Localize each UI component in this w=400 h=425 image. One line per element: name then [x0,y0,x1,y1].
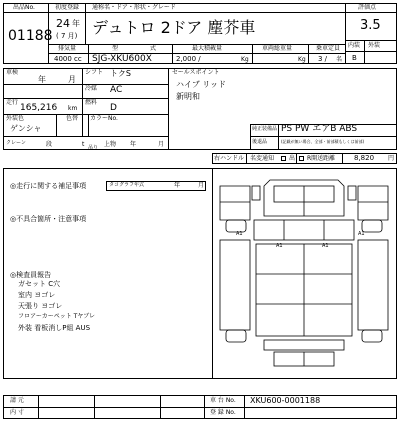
ext-color-value: ゲンシャ [10,124,42,133]
max-load-label: 最大積載量 [192,45,223,52]
first-reg-month: ( 7 月) [56,32,78,40]
header-col-5 [172,44,173,64]
gross-weight-unit: Kg [298,56,306,63]
sales-line-2: 新明和 [176,92,200,101]
mileage-label: 走行 [6,99,19,106]
header-line-1 [3,12,397,13]
car-name: デュトロ 2ドア 塵芥車 [92,18,256,37]
inspection-year: 年 [38,75,46,84]
footer-col-4 [204,395,205,419]
mirror-left [252,186,260,200]
grade-line-1 [345,40,397,41]
header-col-4 [88,44,89,64]
defects-title: ◎不具合箇所・注意事項 [10,215,87,223]
tacho-month: 月 [198,182,205,189]
model-code: SJG-XKU600X [92,54,152,64]
shift-label: シフト [85,69,104,76]
rear-wheel-left [226,330,246,342]
upholstery-month: 月 [158,141,165,148]
capacity-value: 3 / [318,55,328,63]
title-notice-label: 名変通知 [250,155,275,162]
max-load-value: 2,000 / [176,55,201,63]
displacement-label: 排気量 [58,45,77,52]
displacement-value: 4000 cc [54,55,82,63]
diagram-mark-4: A1 [322,243,329,249]
chassis-value: XKU600-0001188 [250,396,321,405]
specs-col-1 [82,68,83,136]
handle-text: 右ハンドル [214,155,245,162]
deadline-label: 出 [289,155,296,162]
inspection-label: 車検 [6,69,19,76]
capacity-label: 乗車定員 [316,45,341,52]
chassis-label: 車 台 No. [210,397,236,404]
steering-col-3 [342,153,343,164]
crane-label: クレーン [6,140,26,146]
specs-col-4 [88,114,89,136]
first-reg-year-unit: 年 [72,19,80,28]
body-side-left [220,240,250,330]
grade-col [364,40,365,64]
capacity-unit: 名 [336,56,343,63]
mileage-value: 165,216 [20,103,58,113]
ac-label: 冷媒 [85,85,98,92]
specs-col-2 [168,68,169,150]
rear-bumper [264,340,344,350]
tacho-label: タコグラフ年式 [109,182,145,188]
lot-number: 01188 [8,28,53,44]
fuel-value: D [110,103,117,113]
header-col-2 [85,3,86,44]
cab-side-left [220,186,250,220]
sales-point-label: セールスポイント [172,69,220,76]
first-reg-label: 初度登録 [55,4,80,11]
inspector-line-4: フロアーカーペット Tヤブレ [18,313,96,320]
body-col [212,168,213,379]
inspection-month: 月 [68,75,76,84]
crane-hooks: 吊り [88,145,99,151]
header-col-7 [308,44,309,64]
max-load-unit: Kg [241,56,249,63]
body-side-right [358,240,388,330]
crane-steps: 段 [46,141,53,148]
footer-col-2 [94,395,95,419]
sales-line-1: ハイブ リッド [176,80,226,89]
footer-col-5 [244,395,245,419]
post-equipment-note: (記載が無い場合、全部・前部積もしくは前部) [281,139,365,144]
invoice-label: 請 元 [10,397,24,404]
equipment-row [250,136,397,137]
genuine-equipment-value: PS PW エアB ABS [281,124,358,134]
specs-row-4 [3,136,168,137]
memo-label: 内 寸 [10,409,24,416]
color-no-label: カラーNo. [90,115,118,122]
fuel-label: 燃料 [85,99,98,106]
color-change-label: 色替 [66,115,79,122]
steering-col-1 [246,153,247,164]
footer-col-1 [38,395,39,419]
grade-line-2 [345,51,397,52]
interior-grade: B [352,54,357,62]
diagram-mark-1: A1 [236,231,243,237]
chassis-frame [254,220,354,240]
rear-wheel-right [362,330,382,342]
exterior-label: 外装 [368,42,381,49]
specs-col-3 [56,114,57,136]
model-desc-label: 通称名・ドア・形状・グレード [92,4,176,11]
header-col-3 [345,3,346,64]
footer-col-3 [160,395,161,419]
inspector-title: ◎検査員報告 [10,271,52,279]
genuine-equipment-label: 純正装備品 [252,126,278,132]
steering-col-2 [296,153,297,164]
inspector-line-2: 室内 ヨゴレ [18,291,56,299]
post-equipment-label: 後退品 [252,139,268,145]
diagram-mark-3: A1 [276,243,283,249]
mirror-right [348,186,356,200]
lot-label: 出品No. [13,4,35,11]
r-mileage-unit: 円 [388,155,395,162]
equipment-col [278,124,279,150]
inspector-line-5: 外装 看板消しP組 AUS [18,324,91,332]
crane-tons: t [82,141,85,148]
diagram-mark-2: A1 [358,231,365,237]
cab-side-right [358,186,388,220]
truck-diagram [214,170,395,377]
front-wheel-right [362,220,382,232]
ext-color-label: 外装色 [6,115,25,122]
specs-row-3 [3,114,168,115]
type-unit: 式 [150,45,157,52]
tacho-year: 年 [174,182,181,189]
footer-row [3,407,397,408]
interior-label: 内装 [348,42,361,49]
reg-label: 登 録 No. [210,409,236,416]
first-reg-year: 24 [56,17,70,30]
upholstery-label: 上物 [104,141,117,148]
r-mileage-label: R開送距離 [307,155,336,162]
supplement-title: ◎走行に関する補足事項 [10,182,87,190]
type-label: 型 [112,45,119,52]
upholstery-year: 年 [130,141,137,148]
r-mileage-checkbox[interactable] [299,156,304,161]
inspector-line-3: 天張り ヨゴレ [18,302,63,310]
header-col-6 [252,44,253,64]
gross-weight-label: 車両総重量 [262,45,293,52]
grade-score: 3.5 [360,18,381,33]
shift-value: トクS [110,69,131,78]
r-mileage-value: 8,820 [354,154,375,162]
inspector-line-1: ガセット C穴 [18,280,61,288]
ac-value: AC [110,85,123,95]
title-notice-checkbox[interactable] [281,156,286,161]
grade-label: 評価点 [358,4,377,11]
mileage-unit: km [68,105,78,112]
